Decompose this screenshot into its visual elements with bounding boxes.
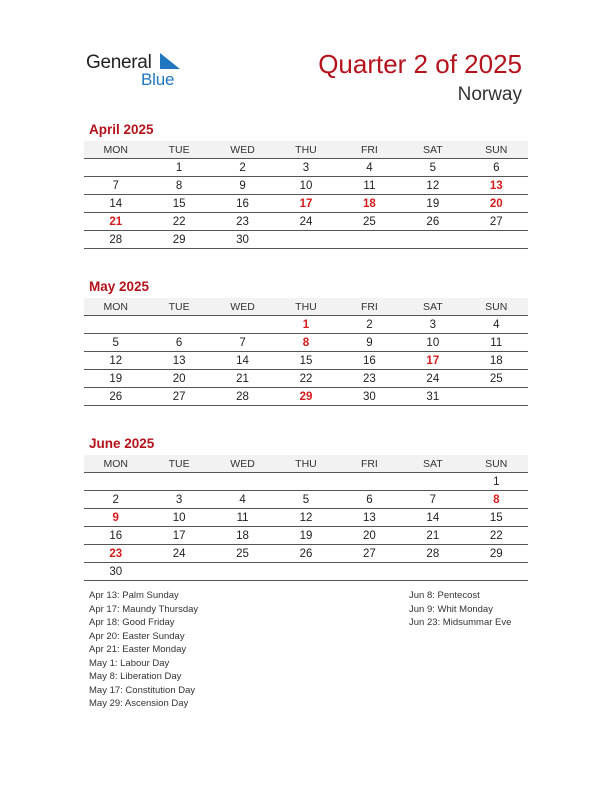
holiday-item: Jun 8: Pentecost <box>409 590 480 601</box>
day-cell: 28 <box>84 231 147 249</box>
weekday-label: SUN <box>465 455 528 473</box>
empty-day-cell <box>84 159 147 177</box>
day-cell: 18 <box>211 527 274 545</box>
day-cell: 25 <box>338 213 401 231</box>
weekday-label: WED <box>211 298 274 316</box>
day-cell: 6 <box>338 491 401 509</box>
weekday-label: TUE <box>147 141 210 159</box>
weekday-header-row <box>84 298 528 316</box>
week-row <box>84 370 528 388</box>
day-cell: 24 <box>274 213 337 231</box>
day-cell: 4 <box>465 316 528 334</box>
day-cell: 30 <box>338 388 401 406</box>
month-title: May 2025 <box>89 279 150 294</box>
day-cell: 1 <box>274 316 337 334</box>
day-cell: 4 <box>338 159 401 177</box>
week-row <box>84 545 528 563</box>
empty-day-cell <box>465 388 528 406</box>
holiday-item: May 1: Labour Day <box>89 657 170 669</box>
week-row <box>84 352 528 370</box>
week-row <box>84 195 528 213</box>
day-cell: 28 <box>401 545 464 563</box>
week-row <box>84 213 528 231</box>
day-cell: 4 <box>211 491 274 509</box>
weekday-label: SAT <box>401 298 464 316</box>
day-cell: 25 <box>211 545 274 563</box>
day-cell: 19 <box>401 195 464 213</box>
empty-day-cell <box>274 473 337 491</box>
day-cell: 13 <box>465 177 528 195</box>
day-cell: 8 <box>465 491 528 509</box>
day-cell: 21 <box>84 213 147 231</box>
day-cell: 8 <box>147 177 210 195</box>
weekday-label: FRI <box>338 298 401 316</box>
weekday-label: WED <box>211 141 274 159</box>
day-cell: 11 <box>338 177 401 195</box>
day-cell: 5 <box>274 491 337 509</box>
day-cell: 12 <box>84 352 147 370</box>
day-cell: 27 <box>147 388 210 406</box>
weekday-header-row <box>84 141 528 159</box>
empty-day-cell <box>84 316 147 334</box>
day-cell: 5 <box>84 334 147 352</box>
day-cell: 28 <box>211 388 274 406</box>
day-cell: 22 <box>147 213 210 231</box>
day-cell: 25 <box>465 370 528 388</box>
day-cell: 23 <box>84 545 147 563</box>
week-row <box>84 563 528 581</box>
empty-day-cell <box>465 563 528 581</box>
week-row <box>84 316 528 334</box>
day-cell: 14 <box>211 352 274 370</box>
weekday-label: FRI <box>338 455 401 473</box>
day-cell: 20 <box>147 370 210 388</box>
page-title: Quarter 2 of 2025 <box>318 49 522 79</box>
day-cell: 2 <box>84 491 147 509</box>
calendar-grid <box>84 298 528 406</box>
empty-day-cell <box>274 563 337 581</box>
month-april <box>84 122 528 249</box>
day-cell: 1 <box>465 473 528 491</box>
empty-day-cell <box>147 473 210 491</box>
day-cell: 12 <box>401 177 464 195</box>
day-cell: 29 <box>465 545 528 563</box>
day-cell: 20 <box>465 195 528 213</box>
logo-word-general: General <box>86 52 152 73</box>
empty-day-cell <box>147 316 210 334</box>
week-row <box>84 159 528 177</box>
day-cell: 17 <box>401 352 464 370</box>
day-cell: 16 <box>211 195 274 213</box>
country-name: Norway <box>457 84 522 105</box>
day-cell: 17 <box>274 195 337 213</box>
weekday-label: WED <box>211 455 274 473</box>
day-cell: 31 <box>401 388 464 406</box>
empty-day-cell <box>338 231 401 249</box>
day-cell: 2 <box>338 316 401 334</box>
day-cell: 3 <box>274 159 337 177</box>
weekday-label: SUN <box>465 298 528 316</box>
holiday-item: May 8: Liberation Day <box>89 671 182 682</box>
empty-day-cell <box>211 316 274 334</box>
day-cell: 9 <box>338 334 401 352</box>
day-cell: 26 <box>401 213 464 231</box>
weekday-label: SAT <box>401 141 464 159</box>
day-cell: 23 <box>211 213 274 231</box>
empty-day-cell <box>274 231 337 249</box>
day-cell: 18 <box>338 195 401 213</box>
day-cell: 18 <box>465 352 528 370</box>
day-cell: 29 <box>147 231 210 249</box>
day-cell: 11 <box>465 334 528 352</box>
day-cell: 7 <box>84 177 147 195</box>
day-cell: 12 <box>274 509 337 527</box>
day-cell: 27 <box>465 213 528 231</box>
day-cell: 26 <box>274 545 337 563</box>
day-cell: 14 <box>84 195 147 213</box>
day-cell: 3 <box>147 491 210 509</box>
day-cell: 1 <box>147 159 210 177</box>
day-cell: 21 <box>401 527 464 545</box>
day-cell: 30 <box>211 231 274 249</box>
day-cell: 13 <box>147 352 210 370</box>
week-row <box>84 473 528 491</box>
empty-day-cell <box>338 563 401 581</box>
day-cell: 6 <box>147 334 210 352</box>
day-cell: 10 <box>147 509 210 527</box>
generalblue-logo <box>86 52 186 92</box>
day-cell: 27 <box>338 545 401 563</box>
day-cell: 14 <box>401 509 464 527</box>
holiday-item: May 17: Constitution Day <box>89 684 196 696</box>
day-cell: 15 <box>274 352 337 370</box>
day-cell: 2 <box>211 159 274 177</box>
day-cell: 9 <box>84 509 147 527</box>
day-cell: 19 <box>84 370 147 388</box>
week-row <box>84 334 528 352</box>
day-cell: 15 <box>465 509 528 527</box>
empty-day-cell <box>211 473 274 491</box>
day-cell: 10 <box>401 334 464 352</box>
day-cell: 7 <box>401 491 464 509</box>
holiday-list <box>409 589 511 630</box>
day-cell: 7 <box>211 334 274 352</box>
day-cell: 22 <box>274 370 337 388</box>
day-cell: 20 <box>338 527 401 545</box>
month-title: April 2025 <box>89 122 154 137</box>
weekday-label: FRI <box>338 141 401 159</box>
day-cell: 24 <box>401 370 464 388</box>
holiday-item: Jun 23: Midsummar Eve <box>409 617 512 628</box>
weekday-label: THU <box>274 455 337 473</box>
day-cell: 26 <box>84 388 147 406</box>
holiday-item: Apr 17: Maundy Thursday <box>89 603 199 615</box>
weekday-label: TUE <box>147 298 210 316</box>
weekday-label: MON <box>84 141 147 159</box>
weekday-label: THU <box>274 298 337 316</box>
month-title: June 2025 <box>89 436 155 451</box>
week-row <box>84 231 528 249</box>
holiday-item: Jun 9: Whit Monday <box>409 603 493 615</box>
day-cell: 16 <box>338 352 401 370</box>
weekday-label: MON <box>84 298 147 316</box>
weekday-label: MON <box>84 455 147 473</box>
day-cell: 29 <box>274 388 337 406</box>
day-cell: 24 <box>147 545 210 563</box>
weekday-header-row <box>84 455 528 473</box>
week-row <box>84 177 528 195</box>
empty-day-cell <box>401 473 464 491</box>
day-cell: 15 <box>147 195 210 213</box>
empty-day-cell <box>338 473 401 491</box>
day-cell: 17 <box>147 527 210 545</box>
week-row <box>84 527 528 545</box>
empty-day-cell <box>211 563 274 581</box>
day-cell: 3 <box>401 316 464 334</box>
month-may <box>84 279 528 406</box>
calendar-grid <box>84 455 528 581</box>
day-cell: 8 <box>274 334 337 352</box>
day-cell: 5 <box>401 159 464 177</box>
weekday-label: SAT <box>401 455 464 473</box>
holiday-item: Apr 13: Palm Sunday <box>89 590 179 601</box>
holiday-item: Apr 21: Easter Monday <box>89 644 187 655</box>
weekday-label: SUN <box>465 141 528 159</box>
day-cell: 30 <box>84 563 147 581</box>
day-cell: 6 <box>465 159 528 177</box>
logo-word-blue: Blue <box>141 70 175 89</box>
logo-triangle-icon <box>160 53 180 69</box>
day-cell: 22 <box>465 527 528 545</box>
holiday-item: May 29: Ascension Day <box>89 698 189 709</box>
day-cell: 13 <box>338 509 401 527</box>
day-cell: 19 <box>274 527 337 545</box>
weekday-label: TUE <box>147 455 210 473</box>
empty-day-cell <box>84 473 147 491</box>
month-june <box>84 436 528 581</box>
holiday-item: Apr 20: Easter Sunday <box>89 630 185 642</box>
day-cell: 16 <box>84 527 147 545</box>
week-row <box>84 509 528 527</box>
empty-day-cell <box>401 563 464 581</box>
holiday-list <box>89 589 198 711</box>
day-cell: 9 <box>211 177 274 195</box>
day-cell: 11 <box>211 509 274 527</box>
day-cell: 21 <box>211 370 274 388</box>
week-row <box>84 388 528 406</box>
empty-day-cell <box>465 231 528 249</box>
calendar-grid <box>84 141 528 249</box>
holiday-item: Apr 18: Good Friday <box>89 617 175 628</box>
day-cell: 23 <box>338 370 401 388</box>
day-cell: 10 <box>274 177 337 195</box>
empty-day-cell <box>147 563 210 581</box>
empty-day-cell <box>401 231 464 249</box>
week-row <box>84 491 528 509</box>
weekday-label: THU <box>274 141 337 159</box>
